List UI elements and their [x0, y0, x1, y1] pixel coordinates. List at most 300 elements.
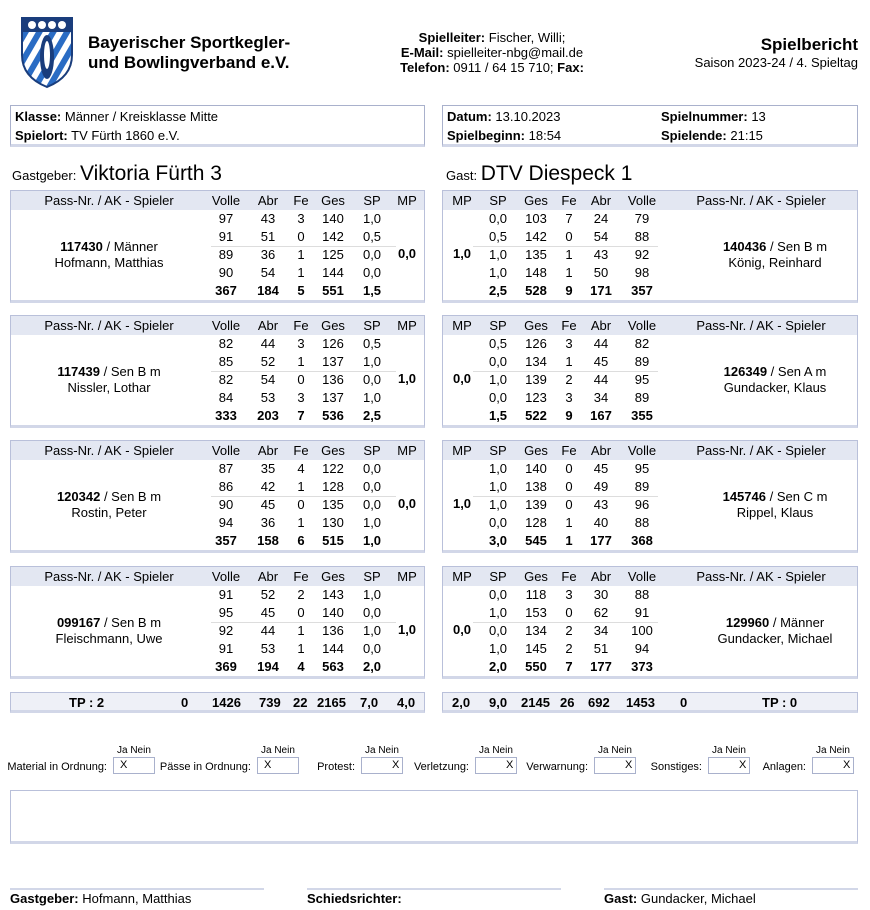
signature-home [10, 891, 191, 906]
fax-label: Fax: [557, 60, 584, 75]
guest-player-info [690, 364, 860, 396]
sum-cell: 528 [525, 283, 547, 298]
check-mark: X [843, 759, 851, 771]
season-label: Saison 2023-24 / 4. Spieltag [694, 55, 858, 70]
player-pass-number: 145746 [722, 489, 766, 504]
check-box[interactable] [361, 757, 403, 774]
score-cell: 1 [297, 641, 305, 656]
score-cell: 52 [260, 587, 276, 602]
score-cell: 1 [297, 265, 305, 280]
row-divider [211, 371, 396, 372]
home-player-block [10, 566, 425, 679]
player-pass-number: 117439 [57, 364, 100, 379]
mp-cell: 1,0 [397, 622, 417, 637]
column-header: Fe [561, 569, 577, 584]
score-cell: 3 [297, 336, 305, 351]
guest-block-header [443, 191, 857, 210]
home-block-header [11, 441, 424, 460]
signature-line-home [10, 888, 264, 890]
score-cell: 1,0 [488, 372, 508, 387]
score-cell: 0,0 [488, 623, 508, 638]
player-pass-line [11, 239, 207, 255]
signature-referee [307, 891, 402, 906]
guest-team-name: DTV Diespeck 1 [480, 162, 633, 185]
home-player-info [11, 364, 207, 396]
guest-player-block [442, 190, 858, 303]
column-header: Fe [293, 569, 309, 584]
column-header: Pass-Nr. / AK - Spieler [44, 569, 174, 584]
home-player-info [11, 615, 207, 647]
column-header: Ges [321, 318, 345, 333]
score-cell: 85 [218, 354, 234, 369]
sum-cell: 369 [215, 659, 237, 674]
score-cell: 122 [322, 461, 344, 476]
column-header: Abr [257, 318, 279, 333]
score-cell: 140 [322, 605, 344, 620]
sum-cell: 545 [525, 533, 547, 548]
score-cell: 0,0 [362, 265, 382, 280]
score-cell: 0,5 [488, 229, 508, 244]
score-cell: 98 [634, 265, 650, 280]
column-header: Ges [321, 193, 345, 208]
column-header: Volle [627, 443, 657, 458]
check-mark: X [739, 759, 747, 771]
score-cell: 0,0 [362, 461, 382, 476]
score-cell: 45 [593, 461, 609, 476]
row-divider [211, 246, 396, 247]
score-cell: 2 [297, 587, 305, 602]
score-cell: 86 [218, 479, 234, 494]
mp-cell: 1,0 [397, 371, 417, 386]
score-cell: 135 [322, 497, 344, 512]
score-cell: 138 [525, 479, 547, 494]
player-pass-line [690, 364, 860, 380]
check-box[interactable] [708, 757, 750, 774]
player-pass-number: 120342 [56, 489, 101, 504]
player-age-class: / Sen C m [765, 489, 828, 504]
player-age-class: / Männer [769, 615, 825, 630]
column-header: SP [489, 443, 507, 458]
leiter-value: Fischer, Willi; [488, 30, 566, 45]
sum-cell: 367 [215, 283, 237, 298]
score-cell: 123 [525, 390, 547, 405]
player-name: Nissler, Lothar [67, 380, 151, 395]
player-age-class: / Sen B m [100, 489, 162, 504]
sum-cell: 1,0 [362, 533, 382, 548]
score-cell: 136 [322, 623, 344, 638]
sum-cell: 9 [565, 408, 573, 423]
player-pass-line [11, 615, 207, 631]
player-age-class: / Sen B m [100, 615, 162, 630]
sum-cell: 4 [297, 659, 305, 674]
score-cell: 94 [218, 515, 234, 530]
guest-total-ges: 2145 [521, 695, 550, 710]
score-cell: 1 [565, 265, 573, 280]
score-cell: 143 [322, 587, 344, 602]
player-name: Rostin, Peter [71, 505, 147, 520]
score-cell: 45 [593, 354, 609, 369]
score-cell: 54 [260, 372, 276, 387]
guest-player-info [690, 239, 860, 271]
score-cell: 0 [565, 605, 573, 620]
column-header: Abr [257, 443, 279, 458]
score-cell: 87 [218, 461, 234, 476]
score-cell: 0,0 [362, 372, 382, 387]
contact-block [372, 30, 612, 75]
score-cell: 95 [634, 372, 650, 387]
score-cell: 1 [297, 515, 305, 530]
column-header: Volle [211, 193, 241, 208]
check-box[interactable] [475, 757, 517, 774]
guest-player-block [442, 566, 858, 679]
ja-nein-header: Ja Nein [479, 745, 513, 756]
sum-cell: 5 [297, 283, 305, 298]
score-cell: 136 [322, 372, 344, 387]
score-cell: 126 [525, 336, 547, 351]
score-cell: 51 [593, 641, 609, 656]
signature-guest-label: Gast: [604, 891, 638, 906]
signature-guest-name: Gundacker, Michael [640, 891, 756, 906]
leiter-label: Spielleiter: [418, 30, 486, 45]
column-header: MP [452, 318, 472, 333]
score-cell: 0,5 [362, 336, 382, 351]
score-cell: 118 [525, 587, 547, 602]
score-cell: 128 [525, 515, 547, 530]
score-cell: 140 [322, 211, 344, 226]
sum-cell: 203 [257, 408, 279, 423]
score-cell: 44 [593, 336, 609, 351]
org-name-line2: und Bowlingverband e.V. [88, 53, 290, 72]
column-header: MP [397, 193, 417, 208]
sum-cell: 536 [322, 408, 344, 423]
score-cell: 135 [525, 247, 547, 262]
score-cell: 1 [297, 247, 305, 262]
home-player-block [10, 315, 425, 428]
score-cell: 126 [322, 336, 344, 351]
sum-cell: 515 [322, 533, 344, 548]
column-header: SP [363, 443, 381, 458]
score-cell: 88 [634, 515, 650, 530]
score-cell: 4 [297, 461, 305, 476]
player-age-class: / Männer [102, 239, 158, 254]
guest-total-volle: 1453 [626, 695, 655, 710]
row-divider [473, 622, 658, 623]
home-player-block [10, 190, 425, 303]
sum-cell: 167 [590, 408, 612, 423]
player-name: Hofmann, Matthias [54, 255, 164, 270]
sum-cell: 551 [322, 283, 344, 298]
sum-cell: 2,0 [488, 659, 508, 674]
sum-cell: 550 [525, 659, 547, 674]
mp-cell: 1,0 [452, 246, 472, 261]
score-cell: 0,5 [488, 336, 508, 351]
score-cell: 3 [297, 211, 305, 226]
guest-total-sp: 9,0 [489, 695, 508, 710]
column-header: Fe [561, 318, 577, 333]
sum-cell: 2,0 [362, 659, 382, 674]
home-player-block [10, 440, 425, 553]
sum-cell: 2,5 [362, 408, 382, 423]
signature-referee-label: Schiedsrichter: [307, 891, 402, 906]
score-cell: 0,0 [488, 354, 508, 369]
score-cell: 0,5 [362, 229, 382, 244]
sum-cell: 9 [565, 283, 573, 298]
column-header: Pass-Nr. / AK - Spieler [696, 193, 826, 208]
mp-cell: 0,0 [452, 622, 472, 637]
guest-tp: TP : 0 [762, 695, 798, 710]
score-cell: 88 [634, 587, 650, 602]
home-total-volle: 1426 [212, 695, 241, 710]
sum-cell: 158 [257, 533, 279, 548]
sum-cell: 563 [322, 659, 344, 674]
column-header: MP [397, 569, 417, 584]
score-cell: 95 [218, 605, 234, 620]
score-cell: 1 [297, 623, 305, 638]
column-header: Fe [561, 193, 577, 208]
score-cell: 2 [565, 372, 573, 387]
score-cell: 3 [565, 336, 573, 351]
score-cell: 139 [525, 497, 547, 512]
score-cell: 0,0 [362, 247, 382, 262]
home-totals-row [10, 692, 425, 713]
score-cell: 50 [593, 265, 609, 280]
report-title: Spielbericht [760, 35, 858, 54]
column-header: Pass-Nr. / AK - Spieler [44, 318, 174, 333]
spielende-label: Spielende: [661, 128, 727, 143]
sum-cell: 177 [590, 659, 612, 674]
home-tp: TP : 2 [69, 695, 105, 710]
score-cell: 79 [634, 211, 650, 226]
score-cell: 3 [565, 587, 573, 602]
column-header: SP [489, 569, 507, 584]
column-header: MP [452, 443, 472, 458]
check-box[interactable] [812, 757, 854, 774]
score-cell: 34 [593, 390, 609, 405]
score-cell: 91 [634, 605, 650, 620]
score-cell: 1,0 [488, 461, 508, 476]
score-cell: 49 [593, 479, 609, 494]
score-cell: 1,0 [488, 641, 508, 656]
score-cell: 1,0 [488, 265, 508, 280]
score-cell: 52 [260, 354, 276, 369]
email-label: E-Mail: [400, 45, 444, 60]
row-divider [211, 496, 396, 497]
score-cell: 144 [322, 641, 344, 656]
check-label: Verwarnung: [526, 761, 588, 773]
guest-block-header [443, 316, 857, 335]
column-header: Fe [293, 443, 309, 458]
score-cell: 0,0 [488, 390, 508, 405]
column-header: Pass-Nr. / AK - Spieler [696, 443, 826, 458]
score-cell: 88 [634, 229, 650, 244]
player-pass-number: 099167 [56, 615, 101, 630]
score-cell: 53 [260, 390, 276, 405]
tel-value: 0911 / 64 15 710; [453, 60, 554, 75]
tel-label: Telefon: [400, 60, 450, 75]
score-cell: 0,0 [488, 587, 508, 602]
score-cell: 1,0 [362, 354, 382, 369]
score-cell: 128 [322, 479, 344, 494]
column-header: MP [452, 193, 472, 208]
score-cell: 0 [297, 497, 305, 512]
score-cell: 1,0 [488, 605, 508, 620]
column-header: MP [452, 569, 472, 584]
score-cell: 90 [218, 497, 234, 512]
score-cell: 51 [260, 229, 276, 244]
ja-nein-header: Ja Nein [816, 745, 850, 756]
email-value[interactable]: spielleiter-nbg@mail.de [447, 45, 584, 60]
mp-cell: 0,0 [452, 371, 472, 386]
score-cell: 82 [218, 372, 234, 387]
home-team-label: Gastgeber: [12, 168, 77, 183]
score-cell: 140 [525, 461, 547, 476]
sum-cell: 2,5 [488, 283, 508, 298]
column-header: Abr [590, 193, 612, 208]
column-header: Ges [524, 443, 548, 458]
column-header: Volle [627, 569, 657, 584]
score-cell: 96 [634, 497, 650, 512]
check-label: Verletzung: [413, 761, 469, 773]
home-player-info [11, 239, 207, 271]
score-cell: 1 [565, 354, 573, 369]
score-cell: 1,0 [362, 515, 382, 530]
score-cell: 45 [260, 605, 276, 620]
score-cell: 142 [525, 229, 547, 244]
player-pass-line [690, 239, 860, 255]
column-header: Fe [293, 318, 309, 333]
score-cell: 137 [322, 354, 344, 369]
info-box-right [442, 105, 858, 147]
home-total-mp: 4,0 [397, 695, 416, 710]
sum-cell: 355 [631, 408, 653, 423]
guest-total-zero: 0 [680, 695, 688, 710]
guest-team-label: Gast: [446, 168, 478, 183]
sum-cell: 184 [257, 283, 279, 298]
spielbeginn-value: 18:54 [528, 128, 562, 143]
signature-guest [604, 891, 756, 906]
home-player-info [11, 489, 207, 521]
check-box[interactable] [257, 757, 299, 774]
column-header: SP [363, 569, 381, 584]
column-header: MP [397, 443, 417, 458]
score-cell: 54 [593, 229, 609, 244]
score-cell: 2 [565, 641, 573, 656]
player-name: König, Reinhard [728, 255, 822, 270]
column-header: Abr [257, 193, 279, 208]
score-cell: 0,0 [362, 641, 382, 656]
score-cell: 43 [260, 211, 276, 226]
guest-block-header [443, 441, 857, 460]
score-cell: 84 [218, 390, 234, 405]
row-divider [473, 371, 658, 372]
sum-cell: 357 [215, 533, 237, 548]
score-cell: 89 [634, 479, 650, 494]
score-cell: 0 [297, 229, 305, 244]
mp-cell: 1,0 [452, 496, 472, 511]
sum-cell: 1,5 [362, 283, 382, 298]
score-cell: 34 [593, 623, 609, 638]
column-header: SP [363, 193, 381, 208]
signature-line-guest [604, 888, 858, 890]
check-mark: X [392, 759, 400, 771]
klasse-value: Männer / Kreisklasse Mitte [64, 109, 219, 124]
sum-cell: 368 [631, 533, 653, 548]
sum-cell: 6 [297, 533, 305, 548]
ja-nein-header: Ja Nein [117, 745, 151, 756]
ja-nein-header: Ja Nein [598, 745, 632, 756]
score-cell: 36 [260, 515, 276, 530]
ja-nein-header: Ja Nein [365, 745, 399, 756]
score-cell: 24 [593, 211, 609, 226]
verband-logo [18, 15, 76, 89]
player-pass-number: 117430 [60, 239, 103, 254]
score-cell: 44 [260, 623, 276, 638]
player-pass-number: 126349 [723, 364, 768, 379]
check-box[interactable] [113, 757, 155, 774]
column-header: Volle [211, 318, 241, 333]
score-cell: 89 [634, 390, 650, 405]
info-box-left [10, 105, 425, 147]
player-pass-line [690, 489, 860, 505]
check-mark: X [264, 759, 272, 771]
sum-cell: 373 [631, 659, 653, 674]
notes-box[interactable] [10, 790, 858, 844]
home-total-ges: 2165 [317, 695, 346, 710]
score-cell: 1,0 [362, 211, 382, 226]
player-name: Gundacker, Michael [717, 631, 833, 646]
score-cell: 1,0 [362, 390, 382, 405]
score-cell: 54 [260, 265, 276, 280]
signature-home-label: Gastgeber: [10, 891, 79, 906]
score-cell: 3 [297, 390, 305, 405]
score-cell: 1 [565, 515, 573, 530]
guest-player-block [442, 440, 858, 553]
check-box[interactable] [594, 757, 636, 774]
column-header: Ges [321, 569, 345, 584]
column-header: Ges [321, 443, 345, 458]
column-header: Abr [590, 318, 612, 333]
datum-value: 13.10.2023 [495, 109, 561, 124]
score-cell: 100 [631, 623, 653, 638]
mp-cell: 0,0 [397, 246, 417, 261]
home-team-name: Viktoria Fürth 3 [79, 162, 222, 185]
sum-cell: 7 [565, 659, 573, 674]
score-cell: 89 [634, 354, 650, 369]
check-mark: X [506, 759, 514, 771]
score-cell: 0 [565, 497, 573, 512]
column-header: Abr [257, 569, 279, 584]
guest-totals-row [442, 692, 858, 713]
home-total-fe: 22 [293, 695, 308, 710]
sum-cell: 1 [565, 533, 573, 548]
guest-player-info [690, 615, 860, 647]
check-label: Protest: [317, 761, 355, 773]
column-header: SP [363, 318, 381, 333]
org-name [88, 33, 290, 73]
score-cell: 44 [593, 372, 609, 387]
player-pass-line [11, 489, 207, 505]
score-cell: 82 [218, 336, 234, 351]
guest-player-info [690, 489, 860, 521]
check-label: Pässe in Ordnung: [159, 761, 251, 773]
check-mark: X [120, 759, 128, 771]
score-cell: 145 [525, 641, 547, 656]
home-total-sp: 7,0 [360, 695, 379, 710]
score-cell: 94 [634, 641, 650, 656]
score-cell: 62 [593, 605, 609, 620]
column-header: Pass-Nr. / AK - Spieler [696, 318, 826, 333]
score-cell: 1,0 [488, 247, 508, 262]
